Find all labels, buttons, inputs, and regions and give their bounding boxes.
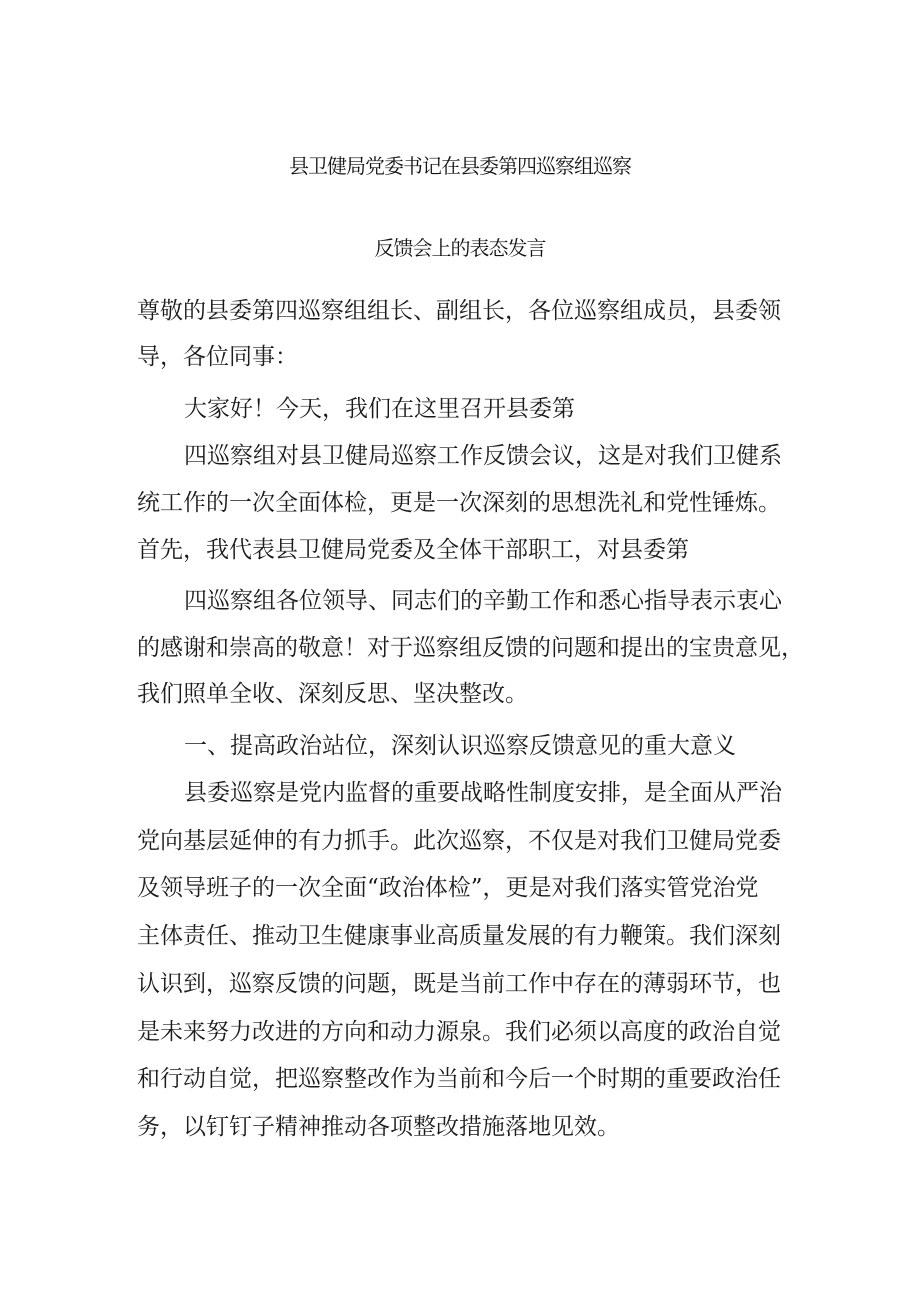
body-line: 认识到，巡察反馈的问题，既是当前工作中存在的薄弱环节，也 (137, 971, 781, 997)
body-line: 我们照单全收、深刻反思、坚决整改。 (137, 681, 528, 707)
body-line: 尊敬的县委第四巡察组组长、副组长，各位巡察组成员，县委领 (137, 298, 781, 324)
body-line: 务，以钉钉子精神推动各项整改措施落地见效。 (137, 1114, 620, 1140)
body-line: 及领导班子的一次全面“政治体检”，更是对我们落实管党治党 (137, 875, 759, 901)
body-line: 导，各位同事： (137, 344, 298, 370)
body-line: 四巡察组对县卫健局巡察工作反馈会议，这是对我们卫健系 (184, 443, 782, 469)
body-line: 大家好！今天，我们在这里召开县委第 (184, 396, 575, 422)
body-line: 首先，我代表县卫健局党委及全体干部职工，对县委第 (137, 537, 689, 563)
document-title-line-2: 反馈会上的表态发言 (374, 236, 546, 260)
body-line: 的感谢和崇高的敬意！对于巡察组反馈的问题和提出的宝贵意见， (137, 635, 804, 661)
section-heading: 一、提高政治站位，深刻认识巡察反馈意见的重大意义 (184, 733, 736, 759)
body-line: 县委巡察是党内监督的重要战略性制度安排，是全面从严治 (184, 780, 782, 806)
body-line: 四巡察组各位领导、同志们的辛勤工作和悉心指导表示衷心 (184, 588, 782, 614)
document-title-line-1: 县卫健局党委书记在县委第四巡察组巡察 (289, 154, 631, 178)
body-line: 党向基层延伸的有力抓手。此次巡察，不仅是对我们卫健局党委 (137, 828, 781, 854)
body-line: 和行动自觉，把巡察整改作为当前和今后一个时期的重要政治任 (137, 1066, 781, 1092)
body-line: 是未来努力改进的方向和动力源泉。我们必须以高度的政治自觉 (137, 1019, 781, 1045)
body-line: 主体责任、推动卫生健康事业高质量发展的有力鞭策。我们深刻 (137, 923, 781, 949)
body-line: 统工作的一次全面体检，更是一次深刻的思想洗礼和党性锤炼。 (137, 490, 781, 516)
